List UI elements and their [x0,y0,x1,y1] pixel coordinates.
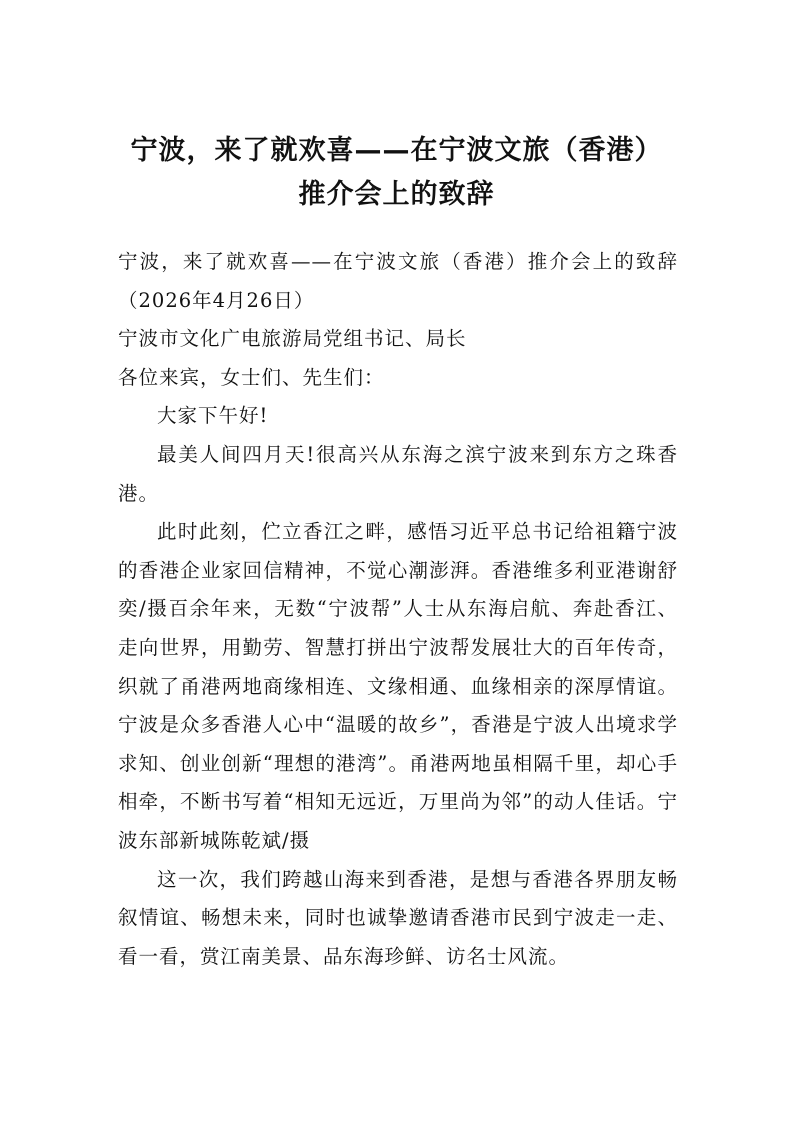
speaker-paragraph: 宁波市文化广电旅游局党组书记、局长 [118,327,467,351]
body-paragraph: 最美人间四月天!很高兴从东海之滨宁波来到东方之珠香港。 [118,442,678,505]
document-title-line-1: 宁波，来了就欢喜——在宁波文旅（香港） [130,135,663,166]
salutation-paragraph: 各位来宾，女士们、先生们： [118,365,385,389]
document-title-line-2: 推介会上的致辞 [298,179,495,210]
body-paragraph: 此时此刻，伫立香江之畔，感悟习近平总书记给祖籍宁波的香港企业家回信精神，不觉心潮澎湃。香港维多利亚港谢舒奕/摄百余年来，无数“宁波帮”人士从东海启航、奔赴香江、走向世界，用勤劳、智慧打拼出宁波帮发展壮大的百年传奇，织就了甬港两地商缘相连、文缘相通、血缘相亲的深厚情谊。宁波是众多香港人心中“温暖的故乡”，香港是宁波人出境求学求知、创业创新“理想的港湾”。甬港两地虽相隔千里，却心手相牵，不断书写着“相知无远近，万里尚为邻”的动人佳话。宁波东部新城陈乾斌/摄 [118,520,678,852]
greeting-paragraph: 大家下午好! [157,404,269,428]
subtitle-paragraph: 宁波，来了就欢喜——在宁波文旅（香港）推介会上的致辞（2026年4月26日） [118,250,678,312]
document-body [118,243,678,976]
body-paragraph: 这一次，我们跨越山海来到香港，是想与香港各界朋友畅叙情谊、畅想未来，同时也诚挚邀请香港市民到宁波走一走、看一看，赏江南美景、品东海珍鲜、访名士风流。 [118,867,678,968]
